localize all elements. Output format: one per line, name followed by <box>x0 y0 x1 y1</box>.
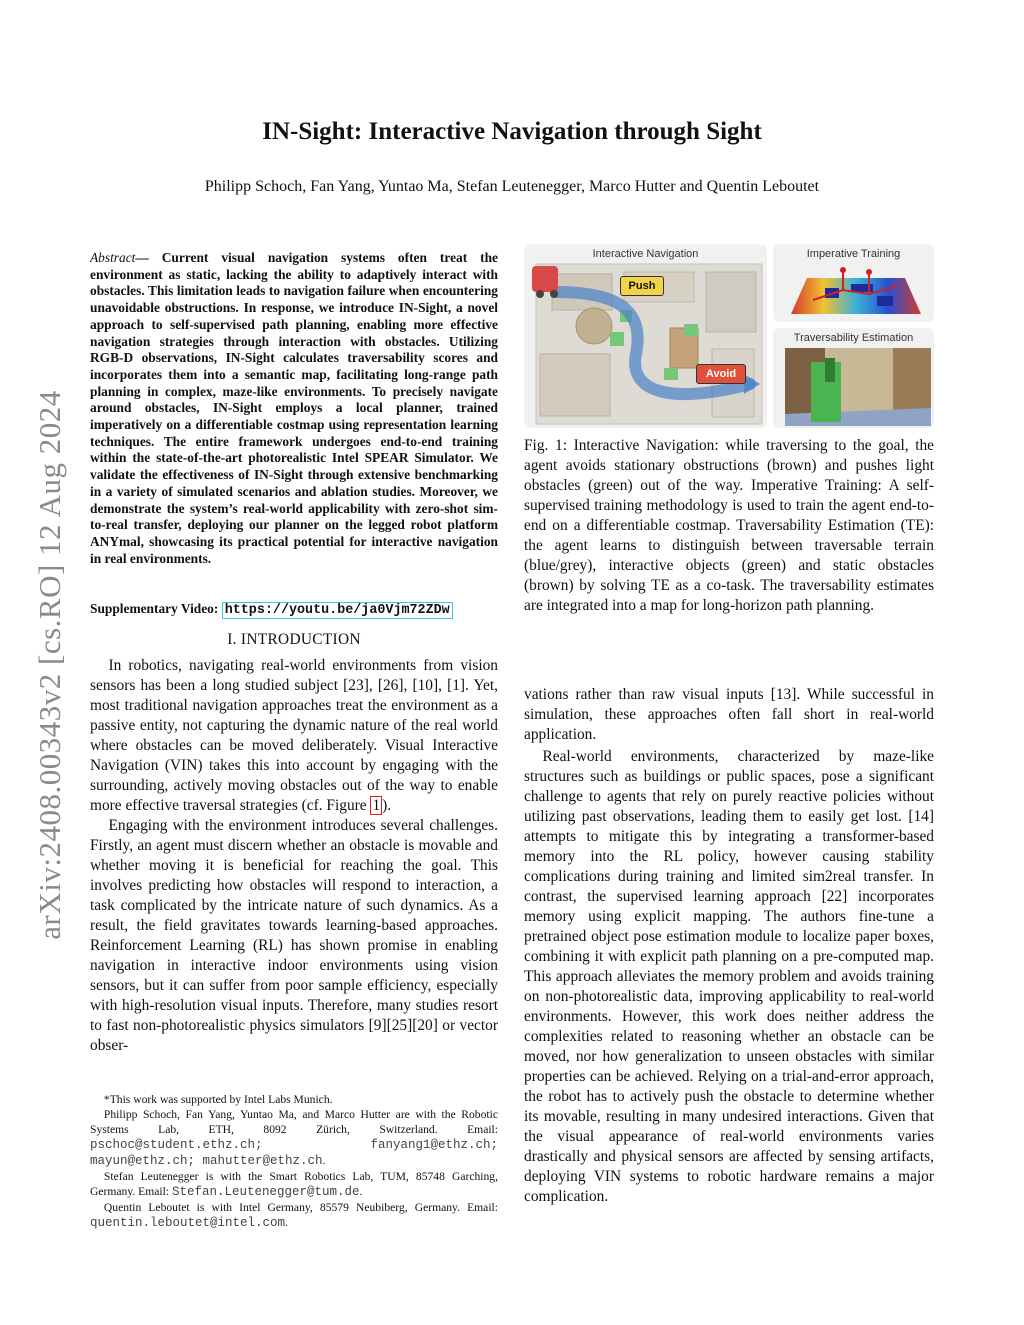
panel-interactive-navigation <box>524 244 767 428</box>
costmap-illustration <box>773 244 934 322</box>
supp-video-link[interactable]: https://youtu.be/ja0Vjm72ZDw <box>222 602 453 619</box>
figure-ref-link[interactable]: 1 <box>372 797 381 814</box>
footnote-eth-text: Philipp Schoch, Fan Yang, Yuntao Ma, and Marco Hutter are with the Robotic Systems Lab, ETH, 8092 Zürich, Switzerland. Email: <box>90 1108 498 1136</box>
supplementary-video <box>90 601 498 618</box>
footnote-tum-email: Stefan.Leutenegger@tum.de <box>172 1185 360 1199</box>
footnote-funding: *This work was supported by Intel Labs Munich. <box>103 1093 333 1106</box>
footnote-intel-text: Quentin Leboutet is with Intel Germany, 85579 Neubiberg, Germany. Email: <box>103 1201 498 1214</box>
panel-traversability-estimation <box>773 328 934 428</box>
section-heading-introduction: I. INTRODUCTION <box>227 631 361 648</box>
floorplan-illustration <box>524 244 767 428</box>
intro-p1-end: ). <box>382 797 392 814</box>
panel-imperative-training <box>773 244 934 322</box>
footnote-affiliation-tum: Stefan Leutenegger is with the Smart Robotics Lab, TUM, 85748 Garching, Germany. Email: Stefan.Leutenegger@tum.de. <box>90 1170 498 1199</box>
intro-paragraph-2: Engaging with the environment introduces several challenges. Firstly, an agent must discern whether an obstacle is movable and whether moving it is beneficial for reaching the goal. This involves predicting how obstacles will respond to interaction, a task complicated by the intricate nature of such dynamics. As a result, the field gravitates towards learning-based approaches. Reinforcement Learning (RL) has shown promise in enabling navigation in interactive indoor environments using vision sensors, but it can suffer from poor sample efficiency, especially with high-resolution visual inputs. Therefore, many studies resort to fast non-photorealistic physics simulators [9][25][20] or vector obser- <box>90 817 498 1054</box>
label-push: Push <box>620 276 664 296</box>
label-avoid: Avoid <box>696 364 746 384</box>
footnotes <box>90 1092 498 1231</box>
traversability-illustration <box>773 328 934 428</box>
author-list: Philipp Schoch, Fan Yang, Yuntao Ma, Stefan Leutenegger, Marco Hutter and Quentin Leboutet <box>204 178 820 195</box>
footnote-affiliation-eth: Philipp Schoch, Fan Yang, Yuntao Ma, and Marco Hutter are with the Robotic Systems Lab, ETH, 8092 Zürich, Switzerland. Email: pschoc@student.ethz.ch; fanyang1@ethz.ch; mayun@ethz.ch; mahutter@ethz.ch. <box>90 1108 498 1168</box>
right-paragraph-2: Real-world environments, characterized by maze-like structures such as buildings or public spaces, pose a significant challenge to agents that rely on purely reactive policies without utilizing past observations, leading them to easily get lost. [14] attempts to mitigate this by integrating a transformer-based memory into the RL policy, however causing stability complications during training and limited sim2real transfer. In contrast, the supervised learning approach [22] incorporates memory using explicit mapping. The authors fine-tune a pretrained object pose estimation module to localize paper boxes, combining it with explicit path planning on a pre-computed map. This approach alleviates the memory problem and avoids training on non-photorealistic data, improving applicability to real-world environments. However, this work does neither address the complexities related to reasoning whether an obstacle can be moved, nor how generalization to unseen obstacles with similar properties can be achieved. Relying on a trial-and-error approach, the robot has to actively push the obstacle to determine whether its movable, resulting in many undesired interactions. Given that the visual appearance of real-world environments varies drastically and physical sensors are affected by sensing artifacts, deploying VIN systems to robotic hardware remains a major complication. <box>524 748 934 1205</box>
right-paragraph-1: vations rather than raw visual inputs [13]. While successful in simulation, these approaches often fall short in real-world application. <box>524 686 934 743</box>
intro-p1-text: In robotics, navigating real-world environments from vision sensors has been a long studied subject [23], [26], [10], [1]. Yet, most traditional navigation approaches treat the environment as a passive entity, not capturing the dynamic nature of the real world where obstacles can be moved deliberately. Visual Interactive Navigation (VIN) takes this into account by engaging with the surrounding, actively moving obstacles out of the way to enable more effective traversal strategies (cf. Figure <box>90 657 498 814</box>
abstract-label: Abstract <box>90 250 136 265</box>
footnote-tum-text: Stefan Leutenegger is with the Smart Robotics Lab, TUM, 85748 Garching, Germany. Email: <box>90 1170 498 1198</box>
figure-1-caption: Fig. 1: Interactive Navigation: while traversing to the goal, the agent avoids stationary obstructions (brown) and pushes light obstacles (green) out of the way. Imperative Training: A self-supervised training methodology is used to train the agent end-to-end on a differentiable costmap. Traversability Estimation (TE): the agent learns to distinguish between traversable terrain (blue/grey), interactive objects (green) and static obstacles (brown) by solving TE as a co-task. The traversability estimates are integrated into a map for long-horizon path planning. <box>524 437 934 614</box>
intro-paragraph-1 <box>90 656 498 816</box>
paper-title: IN-Sight: Interactive Navigation through Sight <box>262 118 762 145</box>
abstract <box>90 250 498 567</box>
supp-label: Supplementary Video: <box>90 601 219 616</box>
introduction-body <box>90 656 498 1056</box>
panel-train-title: Imperative Training <box>806 248 901 260</box>
footnote-affiliation-intel: Quentin Leboutet is with Intel Germany, 85579 Neubiberg, Germany. Email: quentin.leboutet@intel.com. <box>90 1201 498 1230</box>
arxiv-identifier: arXiv:2408.00343v2 [cs.RO] 12 Aug 2024 <box>32 390 67 940</box>
abstract-text: — Current visual navigation systems often treat the environment as static, lacking the ability to adaptively interact with obstacles. This limitation leads to navigation failure when encountering unavoidable obstructions. In response, we introduce IN-Sight, a novel approach to self-supervised path planning, enabling more effective navigation strategies through interaction with obstacles. Utilizing RGB-D observations, IN-Sight calculates traversability scores and incorporates them into a semantic map, facilitating long-range path planning in complex, maze-like environments. To precisely navigate around obstacles, IN-Sight employs a local planner, trained imperatively on a differentiable costmap using representation learning techniques. The entire framework undergoes end-to-end training within the state-of-the-art photorealistic Intel SPEAR Simulator. We validate the effectiveness of IN-Sight through extensive benchmarking in a variety of simulated scenarios and ablation studies. Moreover, we demonstrate the system’s real-world applicability with zero-shot sim-to-real transfer, deploying our planner on the legged robot platform ANYmal, showcasing its practical potential for interactive navigation in real environments. <box>90 250 498 566</box>
right-column-body <box>524 685 934 1207</box>
footnote-intel-email: quentin.leboutet@intel.com <box>90 1216 286 1230</box>
panel-te-title: Traversability Estimation <box>793 332 914 344</box>
footnote-eth-emails: pschoc@student.ethz.ch; fanyang1@ethz.ch; mayun@ethz.ch; mahutter@ethz.ch <box>90 1138 498 1168</box>
panel-nav-title: Interactive Navigation <box>592 248 699 260</box>
figure-1 <box>524 244 934 428</box>
